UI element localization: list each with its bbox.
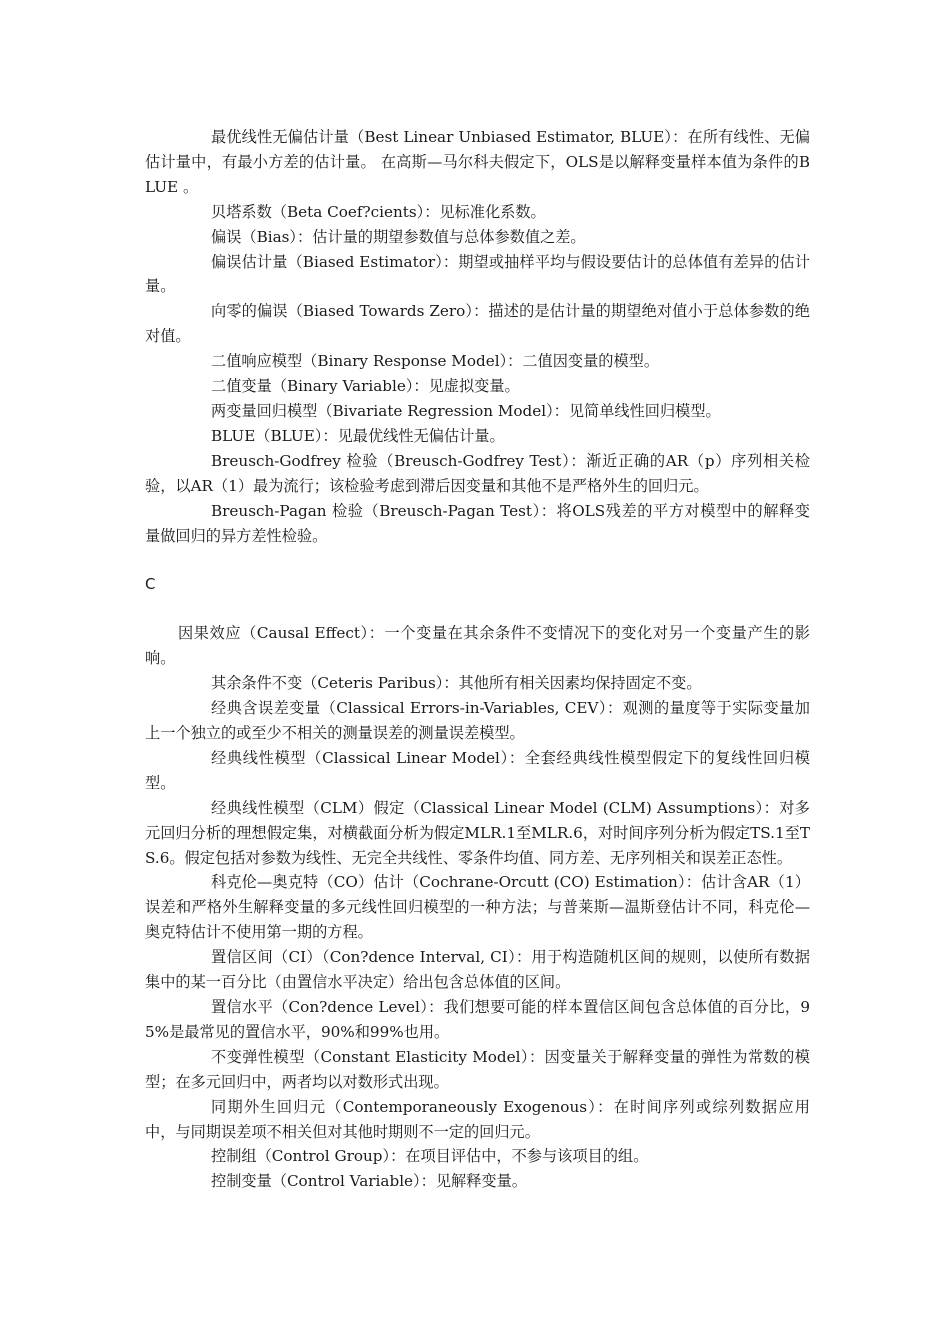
glossary-entry-clm-assumptions: 经典线性模型（CLM）假定（Classical Linear Model (CLM) Assumptions）：对多元回归分析的理想假定集，对横截面分析为假定MLR.1至MLR.6，对时间序列分析为假定TS.1至TS.6。假定包括对参数为线性、无完全共线性、零条件均值、同方差、无序列相关和误差正态性。 (145, 798, 810, 867)
glossary-entry-binary-variable: 二值变量（Binary Variable）：见虚拟变量。 (211, 377, 520, 396)
glossary-entry-contemporaneously-exogenous: 同期外生回归元（Contemporaneously Exogenous）：在时间序列或综列数据应用中，与同期误差项不相关但对其他时期则不一定的回归元。 (145, 1097, 810, 1141)
glossary-entry-constant-elasticity-model: 不变弹性模型（Constant Elasticity Model）：因变量关于解释变量的弹性为常数的模型；在多元回归中，两者均以对数形式出现。 (145, 1047, 810, 1091)
glossary-entry-cochrane-orcutt: 科克伦—奥克特（CO）估计（Cochrane-Orcutt (CO) Estimation）：估计含AR（1）误差和严格外生解释变量的多元线性回归模型的一种方法；与普莱斯—温斯登估计不同，科克伦—奥克特估计不使用第一期的方程。 (145, 873, 810, 942)
glossary-entry-confidence-interval: 置信区间（CI）（Con?dence Interval, CI）：用于构造随机区间的规则，以使所有数据集中的某一百分比（由置信水平决定）给出包含总体值的区间。 (145, 948, 810, 992)
glossary-entry-blue: 最优线性无偏估计量（Best Linear Unbiased Estimator, BLUE）：在所有线性、无偏估计量中，有最小方差的估计量。 在高斯—马尔科夫假定下，OLS是以解释变量样本值为条件的BLUE 。 (145, 128, 810, 196)
glossary-body (145, 125, 810, 1194)
glossary-entry-blue-short: BLUE（BLUE）：见最优线性无偏估计量。 (211, 426, 505, 445)
glossary-entry-binary-response-model: 二值响应模型（Binary Response Model）：二值因变量的模型。 (211, 352, 660, 371)
glossary-entry-breusch-godfrey: Breusch-Godfrey 检验（Breusch-Godfrey Test）：渐近正确的AR（p）序列相关检验，以AR（1）最为流行；该检验考虑到滞后因变量和其他不是严格外生的回归元。 (145, 451, 810, 495)
glossary-entry-biased-estimator: 偏误估计量（Biased Estimator）：期望或抽样平均与假设要估计的总体值有差异的估计量。 (145, 252, 810, 296)
glossary-entry-bivariate-regression: 两变量回归模型（Bivariate Regression Model）：见简单线性回归模型。 (211, 401, 721, 420)
glossary-entry-breusch-pagan: Breusch-Pagan 检验（Breusch-Pagan Test）：将OLS残差的平方对模型中的解释变量做回归的异方差性检验。 (145, 501, 810, 545)
glossary-entry-bias: 偏误（Bias）：估计量的期望参数值与总体参数值之差。 (211, 227, 586, 246)
section-heading-c: C (145, 575, 156, 594)
glossary-entry-biased-towards-zero: 向零的偏误（Biased Towards Zero）：描述的是估计量的期望绝对值小于总体参数的绝对值。 (145, 302, 810, 346)
glossary-entry-beta-coefficients: 贝塔系数（Beta Coef?cients）：见标准化系数。 (211, 202, 546, 221)
glossary-entry-classical-linear-model: 经典线性模型（Classical Linear Model）：全套经典线性模型假定下的复线性回归模型。 (145, 748, 810, 792)
glossary-entry-causal-effect: 因果效应（Causal Effect）：一个变量在其余条件不变情况下的变化对另一个变量产生的影响。 (145, 624, 810, 668)
glossary-entry-confidence-level: 置信水平（Con?dence Level）：我们想要可能的样本置信区间包含总体值的百分比，95%是最常见的置信水平，90%和99%也用。 (145, 998, 810, 1041)
glossary-entry-ceteris-paribus: 其余条件不变（Ceteris Paribus）：其他所有相关因素均保持固定不变。 (211, 674, 702, 693)
glossary-entry-classical-errors-in-variables: 经典含误差变量（Classical Errors-in-Variables, CEV）：观测的量度等于实际变量加上一个独立的或至少不相关的测量误差的测量误差模型。 (145, 699, 810, 743)
glossary-entry-control-variable: 控制变量（Control Variable）：见解释变量。 (211, 1172, 527, 1191)
glossary-entry-control-group: 控制组（Control Group）：在项目评估中，不参与该项目的组。 (211, 1147, 649, 1166)
